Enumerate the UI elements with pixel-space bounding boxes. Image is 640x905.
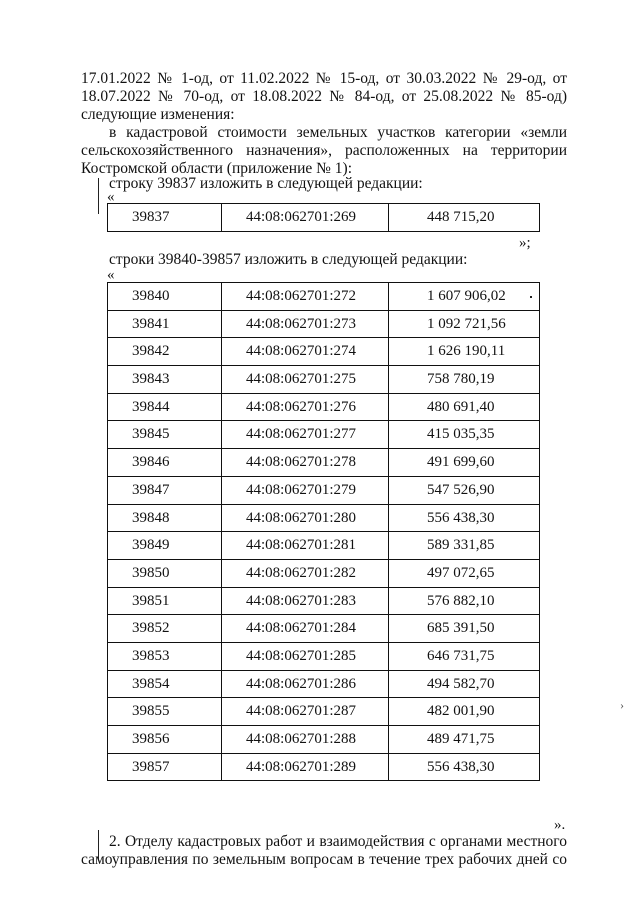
table-row [108, 670, 540, 698]
cadastral-value-cell-text: 1 626 190,11 [427, 343, 506, 360]
cadastral-number-cell-text: 44:08:062701:275 [246, 371, 357, 388]
paragraph-1-line-1: 17.01.2022 № 1-од, от 11.02.2022 № 15-од, от 30.03.2022 № 29-од, от [81, 70, 567, 87]
row-number-cell [108, 338, 222, 366]
row-number-cell [108, 753, 222, 781]
row-number-cell-text: 39846 [132, 454, 170, 471]
table-row [108, 393, 540, 421]
cadastral-number-cell [222, 283, 389, 311]
table-row [108, 504, 540, 532]
row-number-cell [108, 698, 222, 726]
cadastral-value-cell-text: 556 438,30 [427, 509, 495, 526]
cadastral-number-cell-text: 44:08:062701:274 [246, 343, 357, 360]
row-number-cell [108, 587, 222, 615]
cadastral-number-cell [222, 698, 389, 726]
row-number-cell [108, 615, 222, 643]
cadastral-number-cell-text: 44:08:062701:285 [246, 647, 357, 664]
cadastral-value-cell-text: 589 331,85 [427, 537, 495, 554]
cadastral-number-cell [222, 366, 389, 394]
cadastral-number-cell-text: 44:08:062701:281 [246, 537, 357, 554]
section-1-close-quote: »; [519, 235, 531, 251]
cadastral-number-cell-text: 44:08:062701:280 [246, 509, 357, 526]
scan-artifact: › [620, 698, 624, 712]
row-number-cell-text: 39842 [132, 343, 170, 360]
row-number-cell [108, 204, 222, 232]
paragraph-3-line-2: самоуправления по земельным вопросам в течение трех рабочих дней со [81, 851, 567, 868]
cadastral-number-cell-text: 44:08:062701:273 [246, 315, 357, 332]
cadastral-value-cell-text: 491 699,60 [427, 454, 495, 471]
cadastral-number-cell [222, 393, 389, 421]
row-number-cell-text: 39844 [132, 398, 170, 415]
cadastral-number-cell [222, 670, 389, 698]
cadastral-value-cell [389, 476, 540, 504]
paragraph-2-line-3: Костромской области (приложение № 1): [81, 160, 353, 177]
cadastral-number-cell [222, 753, 389, 781]
row-number-cell-text: 39845 [132, 426, 170, 443]
section-1-open-quote: « [107, 189, 115, 205]
cadastral-value-cell [389, 559, 540, 587]
row-number-cell [108, 449, 222, 477]
cadastral-value-cell [389, 310, 540, 338]
section-2-open-quote: « [107, 267, 115, 283]
cadastral-value-cell [389, 753, 540, 781]
cadastral-value-cell-text: 556 438,30 [427, 758, 495, 775]
cadastral-number-cell-text: 44:08:062701:287 [246, 703, 357, 720]
cadastral-number-cell-text: 44:08:062701:284 [246, 620, 357, 637]
table-row [108, 283, 540, 311]
row-number-cell-text: 39855 [132, 703, 170, 720]
row-number-cell-text: 39840 [132, 288, 170, 304]
row-number-cell-text: 39849 [132, 537, 170, 554]
table-row [108, 532, 540, 560]
cadastral-value-cell-text: 646 731,75 [427, 647, 495, 664]
cadastral-value-cell-text: 480 691,40 [427, 398, 495, 415]
cadastral-value-cell [389, 670, 540, 698]
cadastral-value-cell [389, 449, 540, 477]
cadastral-value-cell-text: 576 882,10 [427, 592, 495, 609]
cadastral-value-cell [389, 421, 540, 449]
table-row [108, 204, 540, 232]
cadastral-value-cell [389, 698, 540, 726]
cadastral-number-cell [222, 615, 389, 643]
cadastral-value-cell-text: 448 715,20 [427, 209, 495, 225]
table-row [108, 476, 540, 504]
row-number-cell-text: 39847 [132, 481, 170, 498]
row-number-cell [108, 283, 222, 311]
cadastral-value-cell-text: 1 607 906,02 [427, 288, 506, 304]
section-2-close-quote: ». [554, 817, 566, 833]
row-number-cell-text: 39853 [132, 647, 170, 664]
cadastral-number-cell [222, 204, 389, 232]
row-number-cell-text: 39850 [132, 564, 170, 581]
cadastral-number-cell [222, 449, 389, 477]
row-number-cell-text: 39857 [132, 758, 170, 775]
cadastral-value-cell [389, 615, 540, 643]
table-row [108, 587, 540, 615]
section-1-heading: строку 39837 изложить в следующей редакции: [109, 175, 423, 192]
table-row [108, 310, 540, 338]
paragraph-2-line-1: в кадастровой стоимости земельных участков категории «земли [109, 124, 567, 141]
cadastral-value-cell-text: 497 072,65 [427, 564, 495, 581]
cadastral-value-cell [389, 504, 540, 532]
cadastral-number-cell [222, 338, 389, 366]
cadastral-value-cell [389, 204, 540, 232]
paragraph-2-line-2: сельскохозяйственного назначения», расположенных на территории [81, 142, 567, 159]
cadastral-value-cell [389, 587, 540, 615]
cadastral-value-cell [389, 393, 540, 421]
paragraph-3-line-1: 2. Отделу кадастровых работ и взаимодействия с органами местного [109, 833, 567, 850]
cadastral-number-cell [222, 421, 389, 449]
table-row [108, 642, 540, 670]
cadastral-number-cell [222, 504, 389, 532]
cadastral-number-cell [222, 532, 389, 560]
cadastral-number-cell-text: 44:08:062701:286 [246, 675, 357, 692]
cadastral-value-cell [389, 532, 540, 560]
row-number-cell [108, 504, 222, 532]
row-number-cell-text: 39841 [132, 315, 170, 332]
table-row [108, 726, 540, 754]
cadastral-value-cell-text: 489 471,75 [427, 731, 495, 747]
cadastral-value-cell-text: 685 391,50 [427, 620, 495, 637]
row-number-cell [108, 532, 222, 560]
cadastral-number-cell-text: 44:08:062701:278 [246, 454, 357, 471]
row-number-cell [108, 559, 222, 587]
table-row [108, 559, 540, 587]
cadastral-value-cell-text: 415 035,35 [427, 426, 495, 443]
cadastral-number-cell [222, 559, 389, 587]
table-row [108, 366, 540, 394]
row-number-cell [108, 366, 222, 394]
row-number-cell-text: 39856 [132, 731, 170, 747]
cadastral-number-cell [222, 587, 389, 615]
row-number-cell [108, 670, 222, 698]
cadastral-value-cell-text: 482 001,90 [427, 703, 495, 720]
row-number-cell [108, 476, 222, 504]
cadastral-number-cell [222, 310, 389, 338]
cadastral-number-cell-text: 44:08:062701:283 [246, 592, 357, 609]
section-2-table [107, 282, 540, 781]
table-row [108, 421, 540, 449]
cadastral-number-cell-text: 44:08:062701:289 [246, 758, 357, 775]
paragraph-1-line-3: следующие изменения: [81, 106, 235, 123]
cadastral-value-cell [389, 283, 540, 311]
section-2-heading: строки 39840-39857 изложить в следующей редакции: [109, 251, 468, 268]
row-number-cell-text: 39843 [132, 371, 170, 388]
cadastral-value-cell-text: 547 526,90 [427, 481, 495, 498]
cadastral-number-cell-text: 44:08:062701:277 [246, 426, 357, 443]
cadastral-number-cell-text: 44:08:062701:269 [246, 209, 357, 225]
row-number-cell-text: 39852 [132, 620, 170, 637]
paragraph-1-line-2: 18.07.2022 № 70-од, от 18.08.2022 № 84-од, от 25.08.2022 № 85-од) [81, 88, 567, 105]
row-number-cell [108, 642, 222, 670]
row-number-cell [108, 421, 222, 449]
row-number-cell-text: 39854 [132, 675, 170, 692]
cadastral-value-cell [389, 726, 540, 754]
row-number-cell [108, 310, 222, 338]
cadastral-number-cell-text: 44:08:062701:282 [246, 564, 357, 581]
cadastral-number-cell-text: 44:08:062701:276 [246, 398, 357, 415]
table-row [108, 753, 540, 781]
cadastral-value-cell [389, 366, 540, 394]
cadastral-number-cell-text: 44:08:062701:279 [246, 481, 357, 498]
cadastral-value-cell [389, 338, 540, 366]
table-row [108, 338, 540, 366]
row-number-cell [108, 726, 222, 754]
cadastral-number-cell [222, 476, 389, 504]
row-number-cell-text: 39837 [132, 209, 170, 225]
row-number-cell-text: 39851 [132, 592, 170, 609]
cadastral-value-cell-text: 1 092 721,56 [427, 315, 506, 332]
margin-mark [98, 178, 99, 214]
cadastral-number-cell [222, 642, 389, 670]
cadastral-value-cell-text: 494 582,70 [427, 675, 495, 692]
table-row [108, 449, 540, 477]
table-row [108, 615, 540, 643]
cadastral-number-cell-text: 44:08:062701:288 [246, 731, 357, 747]
row-number-cell-text: 39848 [132, 509, 170, 526]
cadastral-number-cell [222, 726, 389, 754]
row-number-cell [108, 393, 222, 421]
table-row [108, 698, 540, 726]
cadastral-value-cell-text: 758 780,19 [427, 371, 495, 388]
cadastral-value-cell [389, 642, 540, 670]
cadastral-number-cell-text: 44:08:062701:272 [246, 288, 357, 304]
section-1-table [107, 203, 540, 232]
